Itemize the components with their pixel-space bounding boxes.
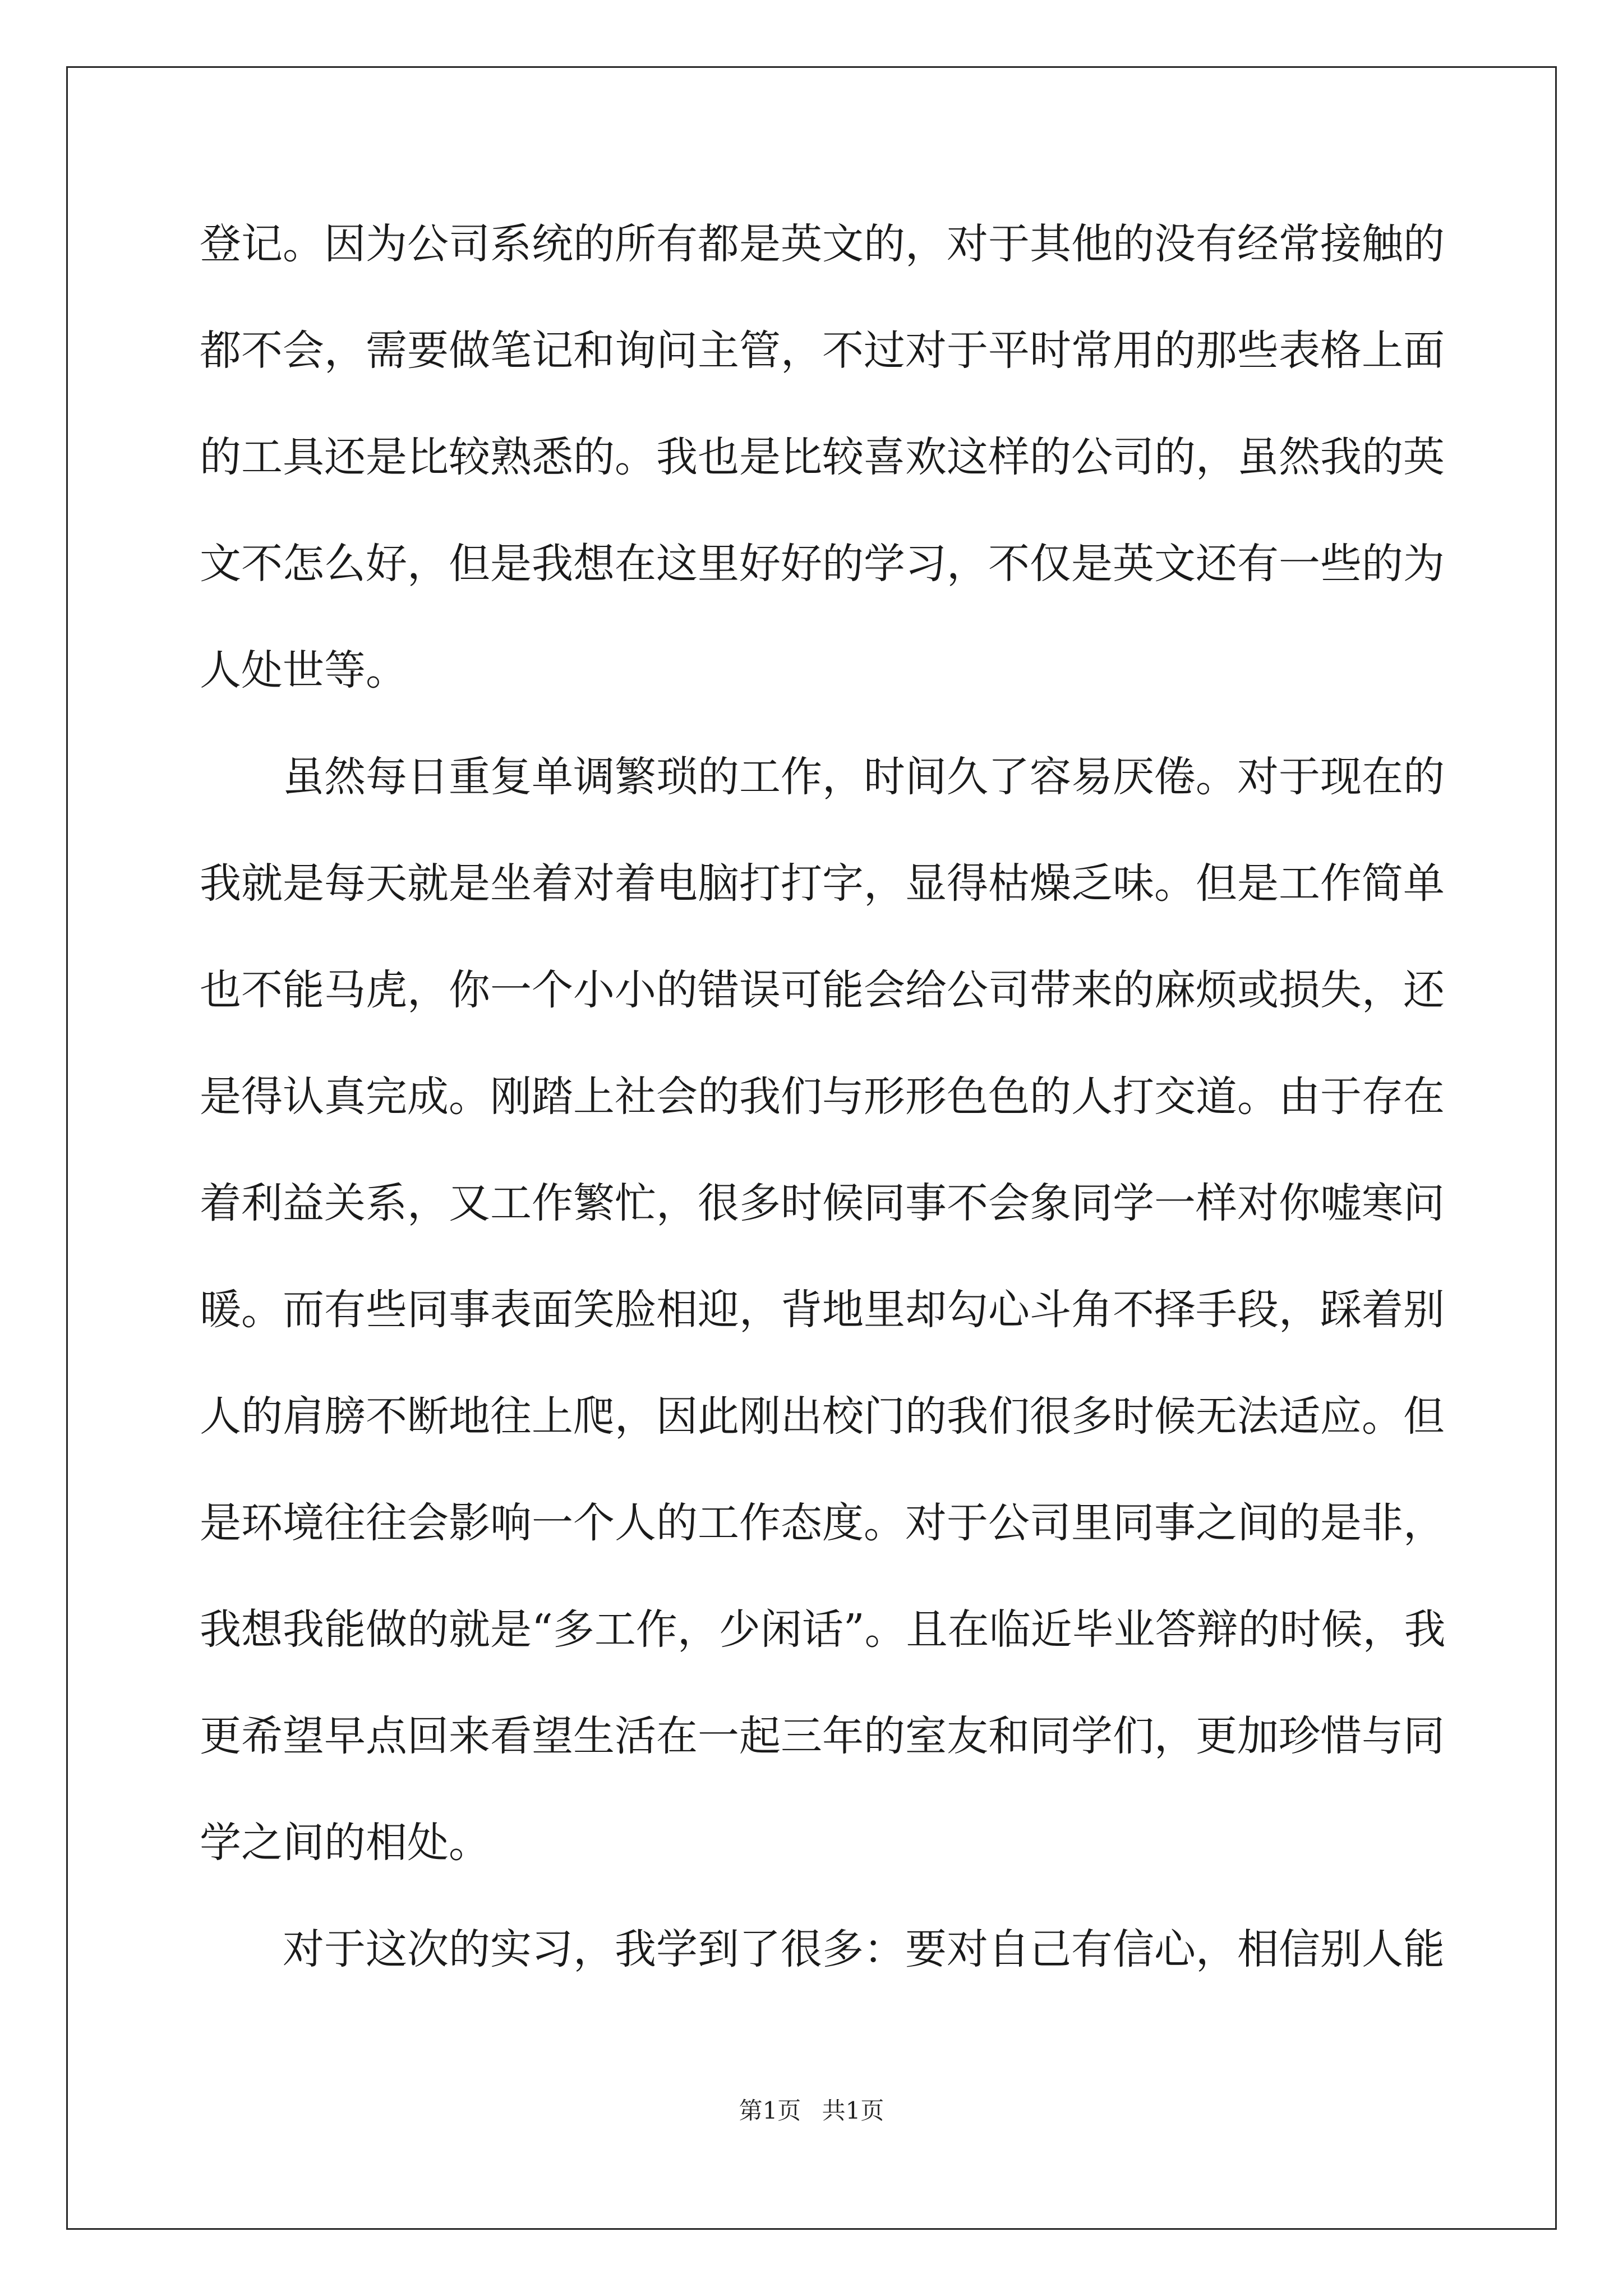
text-line: 我想我能做的就是“多工作，少闲话”。且在临近毕业答辩的时候，我 — [200, 1605, 1446, 1654]
text-line: 也不能马虎，你一个小小的错误可能会给公司带来的麻烦或损失，还 — [200, 966, 1445, 1014]
text-line: 更希望早点回来看望生活在一起三年的室友和同学们，更加珍惜与同 — [200, 1712, 1445, 1760]
text-line: 学之间的相处。 — [200, 1819, 490, 1867]
page-number: 第1页 — [739, 2097, 801, 2124]
document-body — [200, 191, 1446, 2003]
text-line: 着利益关系，又工作繁忙，很多时候同事不会象同学一样对你嘘寒问 — [200, 1179, 1445, 1227]
text-line: 是得认真完成。刚踏上社会的我们与形形色色的人打交道。由于存在 — [200, 1073, 1445, 1121]
text-line: 我就是每天就是坐着对着电脑打打字，显得枯燥乏味。但是工作简单 — [200, 859, 1445, 908]
text-line: 的工具还是比较熟悉的。我也是比较喜欢这样的公司的，虽然我的英 — [200, 433, 1445, 481]
paragraph-start-line: 对于这次的实习，我学到了很多：要对自己有信心，相信别人能 — [283, 1925, 1445, 1973]
page-total: 共1页 — [822, 2097, 884, 2124]
text-line: 暖。而有些同事表面笑脸相迎，背地里却勾心斗角不择手段，踩着别 — [200, 1286, 1445, 1334]
text-line: 文不怎么好，但是我想在这里好好的学习，不仅是英文还有一些的为 — [200, 540, 1445, 588]
page-footer — [0, 2092, 1623, 2126]
text-line: 人处世等。 — [200, 646, 407, 694]
text-line: 是环境往往会影响一个人的工作态度。对于公司里同事之间的是非， — [200, 1499, 1445, 1547]
text-line: 登记。因为公司系统的所有都是英文的，对于其他的没有经常接触的 — [200, 220, 1445, 268]
paragraph-start-line: 虽然每日重复单调繁琐的工作，时间久了容易厌倦。对于现在的 — [283, 753, 1445, 801]
text-line: 人的肩膀不断地往上爬，因此刚出校门的我们很多时候无法适应。但 — [200, 1392, 1445, 1441]
text-line: 都不会，需要做笔记和询问主管，不过对于平时常用的那些表格上面 — [200, 326, 1445, 375]
